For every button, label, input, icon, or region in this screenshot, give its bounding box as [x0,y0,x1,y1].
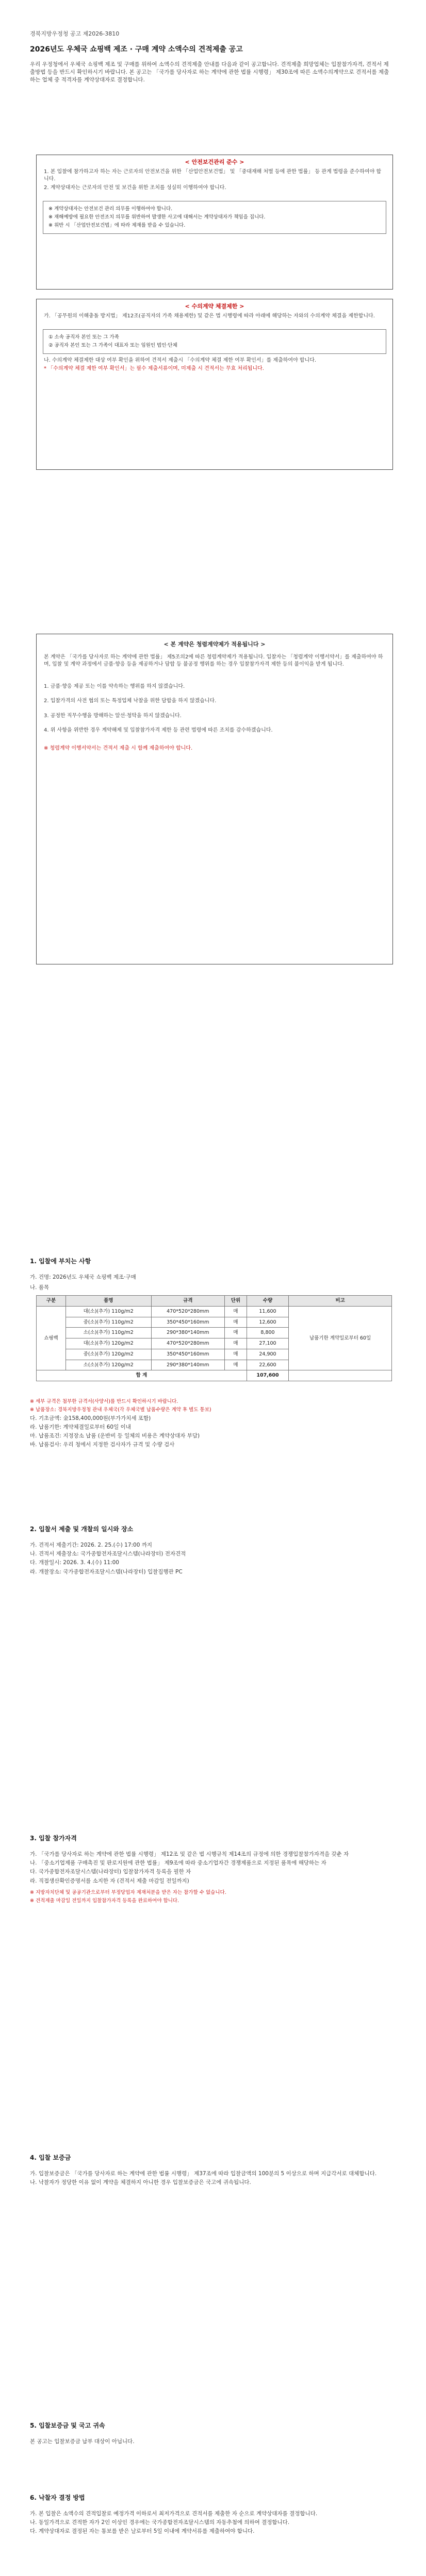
col-header: 규격 [151,1296,225,1307]
integrity-item: 1. 금품·향응 제공 또는 이를 약속하는 행위를 하지 않겠습니다. [44,683,185,689]
group-cell: 쇼핑백 [37,1306,66,1370]
integrity-item: 2. 입찰가격의 사전 협의 또는 특정업체 낙찰을 위한 담합을 하지 않겠습니다. [44,698,217,704]
section-1-title: 1. 입찰에 부치는 사항 [30,1258,91,1265]
col-header: 단위 [225,1296,247,1307]
section-2-title: 2. 입찰서 제출 및 개찰의 일시와 장소 [30,1526,134,1533]
table-cell [289,1370,392,1381]
section-3-body [30,1850,393,1905]
section-1-line: 바. 납품검사: 우리 청에서 지정한 검사자가 규격 및 수량 검사 [30,1442,175,1448]
table-cell: 중(소)(추가) 110g/m2 [65,1317,151,1328]
safety-inner-item: ※ 위반 시 「산업안전보건법」에 따라 제재를 받을 수 있습니다. [48,222,186,228]
contract-limit-item: 나. 수의계약 체결제한 대상 여부 확인을 위하여 견적서 제출시 「수의계약 체결 제한 여부 확인서」를 제출하여야 합니다. [44,357,317,363]
items-table [36,1295,392,1381]
table-cell: 470*520*280mm [151,1338,225,1349]
section-2-line: 가. 견적서 제출기간: 2026. 2. 25.(수) 17:00 까지 [30,1542,153,1548]
table-cell: 290*380*140mm [151,1328,225,1338]
section-4-line: 가. 입찰보증금은 「국가를 당사자로 하는 계약에 관한 법률 시행령」 제37조에 따라 입찰금액의 100분의 5 이상으로 하며 지급각서로 대체합니다. [30,2171,377,2177]
safety-inner-item: ※ 계약상대자는 안전보건 관리 의무를 이행하여야 합니다. [48,206,173,212]
section-1-line: 다. 기초금액: 金158,400,000원(부가가치세 포함) [30,1415,151,1421]
table-cell: 대(소)(추가) 110g/m2 [65,1306,151,1317]
section-6-title: 6. 낙찰자 결정 방법 [30,2494,85,2501]
notice-number: 경북지방우정청 공고 제2026-3810 [30,30,120,37]
section-3-line: 나. 「중소기업제품 구매촉진 및 판로지원에 관한 법률」 제9조에 따라 중소기업자간 경쟁제품으로 지정된 품목에 해당하는 자 [30,1860,326,1867]
integrity-body: 본 계약은 「국가를 당사자로 하는 계약에 관한 법률」 제5조의2에 따른 청렴계약제가 적용됩니다. 입찰자는 「청렴계약 이행서약서」를 제출하여야 하며, 입찰 및 계약 과정에서 금품·향응 등을 제공하거나 담합 등 불공정 행위를 하는 경우 입찰참가자격 제한 등의 불이익을 받게 됩니다. [44,654,383,668]
section-1-subtitle: 가. 건명: 2026년도 우체국 쇼핑백 제조·구매 [30,1274,136,1280]
section-3-line: 라. 직접생산확인증명서를 소지한 자 (견적서 제출 마감일 전일까지) [30,1877,189,1884]
section-6-body [30,2509,393,2537]
table-cell: 매 [225,1317,247,1328]
table-cell: 매 [225,1338,247,1349]
table-cell: 중(소)(추가) 120g/m2 [65,1349,151,1360]
section-3-note: ※ 지방자치단체 및 공공기관으로부터 부정당업자 제재처분을 받은 자는 참가할 수 없습니다. [30,1889,226,1895]
contract-limit-inner-item: ① 소속 공직자 본인 또는 그 가족 [48,334,119,341]
section-1-note: ※ 납품장소: 경북지방우정청 관내 우체국(각 우체국별 납품수량은 계약 후 별도 통보) [30,1406,211,1413]
safety-box-title: < 안전보건관리 준수 > [185,159,244,165]
table-cell: 27,100 [247,1338,289,1349]
table-cell: 소(소)(추가) 110g/m2 [65,1328,151,1338]
section-3-line: 가. 「국가를 당사자로 하는 계약에 관한 법률 시행령」 제12조 및 같은 법 시행규칙 제14조의 규정에 의한 경쟁입찰참가자격을 갖춘 자 [30,1851,349,1857]
section-2-line: 나. 견적서 제출장소: 국가종합전자조달시스템(나라장터) 전자견적 [30,1551,186,1557]
integrity-box-title: < 본 계약은 청렴계약제가 적용됩니다 > [163,641,266,648]
section-4-line: 나. 낙찰자가 정당한 이유 없이 계약을 체결하지 아니한 경우 입찰보증금은 국고에 귀속됩니다. [30,2179,251,2186]
section-6-line: 나. 동일가격으로 견적한 자가 2인 이상인 경우에는 국가종합전자조달시스템의 자동추첨에 의하여 결정합니다. [30,2519,290,2526]
section-1-notes [30,1397,393,1450]
section-1-items-label: 나. 품목 [30,1284,50,1291]
table-cell: 매 [225,1360,247,1370]
section-2-line: 라. 개찰장소: 국가종합전자조달시스템(나라장터) 입찰집행관 PC [30,1568,183,1575]
section-4-body [30,2169,393,2188]
table-cell: 11,600 [247,1306,289,1317]
table-cell: 470*520*280mm [151,1306,225,1317]
section-6-line: 다. 계약상대자로 결정된 자는 통보를 받은 날로부터 5일 이내에 계약서류를 제출하여야 합니다. [30,2528,255,2535]
integrity-item: 4. 위 사항을 위반한 경우 계약해제 및 입찰참가자격 제한 등 관련 법령에 따른 조치를 감수하겠습니다. [44,727,273,734]
table-cell: 매 [225,1328,247,1338]
safety-box [36,155,393,290]
section-4-title: 4. 입찰 보증금 [30,2154,71,2161]
integrity-note: ※ 청렴계약 이행서약서는 견적서 제출 시 함께 제출하여야 합니다. [44,745,193,751]
page-title: 2026년도 우체국 쇼핑백 제조 · 구매 계약 소액수의 견적제출 공고 [30,45,243,54]
col-header: 비고 [289,1296,392,1307]
table-cell: 350*450*160mm [151,1349,225,1360]
table-cell: 22,600 [247,1360,289,1370]
section-3-line: 다. 국가종합전자조달시스템(나라장터) 입찰참가자격 등록을 필한 자 [30,1869,191,1875]
total-label: 합 계 [37,1370,247,1381]
section-1-line: 라. 납품기한: 계약체결일로부터 60일 이내 [30,1423,131,1430]
safety-inner-box [43,201,386,233]
table-cell: 24,900 [247,1349,289,1360]
integrity-item: 3. 공정한 직무수행을 방해하는 알선·청탁을 하지 않겠습니다. [44,713,182,719]
table-row [37,1306,392,1317]
contract-limit-note: * 「수의계약 체결 제한 여부 확인서」는 필수 제출서류이며, 미제출 시 견적서는 무효 처리됩니다. [44,366,264,372]
section-3-title: 3. 입찰 참가자격 [30,1835,77,1842]
contract-limit-inner [43,329,386,354]
safety-inner-item: ※ 재해예방에 필요한 안전조치 의무를 위반하여 발생한 사고에 대해서는 계약상대자가 책임을 집니다. [48,214,266,221]
section-2-line: 다. 개찰일시: 2026. 3. 4.(수) 11:00 [30,1560,119,1566]
table-cell: 매 [225,1349,247,1360]
intro-paragraph: 우리 우정청에서 우체국 쇼핑백 제조 및 구매를 위하여 소액수의 견적제출 안내를 다음과 같이 공고합니다. 견적제출 희망업체는 입찰참가자격, 견적서 제출방법 등을 반드시 확인하시기 바랍니다. 본 공고는 「국가를 당사자로 하는 계약에 관한 법률 시행령」 제30조에 따른 소액수의계약으로 견적서를 제출하는 업체 중 적격자를 계약상대자로 결정합니다. [30,61,389,83]
table-cell: 8,800 [247,1328,289,1338]
table-total-row [37,1370,392,1381]
items-table-wrap [36,1295,392,1381]
table-cell: 350*450*160mm [151,1317,225,1328]
table-cell: 매 [225,1306,247,1317]
contract-limit-title: < 수의계약 체결제한 > [185,303,244,310]
safety-item: 2. 계약상대자는 근로자의 안전 및 보건을 위한 조치를 성실히 이행하여야 합니다. [44,184,226,191]
total-value: 107,600 [247,1370,289,1381]
contract-limit-inner-item: ② 공직자 본인 또는 그 가족이 대표자 또는 임원인 법인·단체 [48,343,177,349]
integrity-box [36,634,393,964]
col-header: 수량 [247,1296,289,1307]
col-header: 품명 [65,1296,151,1307]
table-cell: 납품기한 계약일로부터 60일 [289,1306,392,1370]
section-3-note: ※ 견적제출 마감일 전일까지 입찰참가자격 등록을 완료하여야 합니다. [30,1897,179,1904]
section-5-line: 본 공고는 입찰보증금 납부 대상이 아닙니다. [30,2438,135,2445]
section-2-body [30,1540,393,1577]
section-1-line: 마. 납품조건: 지정장소 납품 (운반비 등 일체의 비용은 계약상대자 부담) [30,1432,200,1439]
section-6-line: 가. 본 입찰은 소액수의 견적입찰로 예정가격 이하로서 최저가격으로 견적서를 제출한 자 순으로 계약상대자를 결정합니다. [30,2511,318,2517]
table-cell: 대(소)(추가) 120g/m2 [65,1338,151,1349]
contract-limit-item: 가. 「공무원의 이해충돌 방지법」 제12조(공직자의 가족 채용제한) 및 같은 법 시행령에 따라 아래에 해당하는 자와의 수의계약 체결을 제한합니다. [44,313,375,319]
col-header: 구분 [37,1296,66,1307]
contract-limit-box [36,299,393,470]
safety-item: 1. 본 입찰에 참가하고자 하는 자는 근로자의 안전보건을 위한 「산업안전보건법」 및 「중대재해 처벌 등에 관한 법률」 등 관계 법령을 준수하여야 합니다. [44,168,382,182]
table-cell: 290*380*140mm [151,1360,225,1370]
table-cell: 소(소)(추가) 120g/m2 [65,1360,151,1370]
section-5-body [30,2437,393,2447]
section-5-title: 5. 입찰보증금 및 국고 귀속 [30,2422,105,2429]
section-1-note: ※ 세부 규격은 첨부한 규격서(사양서)를 반드시 확인하시기 바랍니다. [30,1399,178,1404]
table-cell: 12,600 [247,1317,289,1328]
